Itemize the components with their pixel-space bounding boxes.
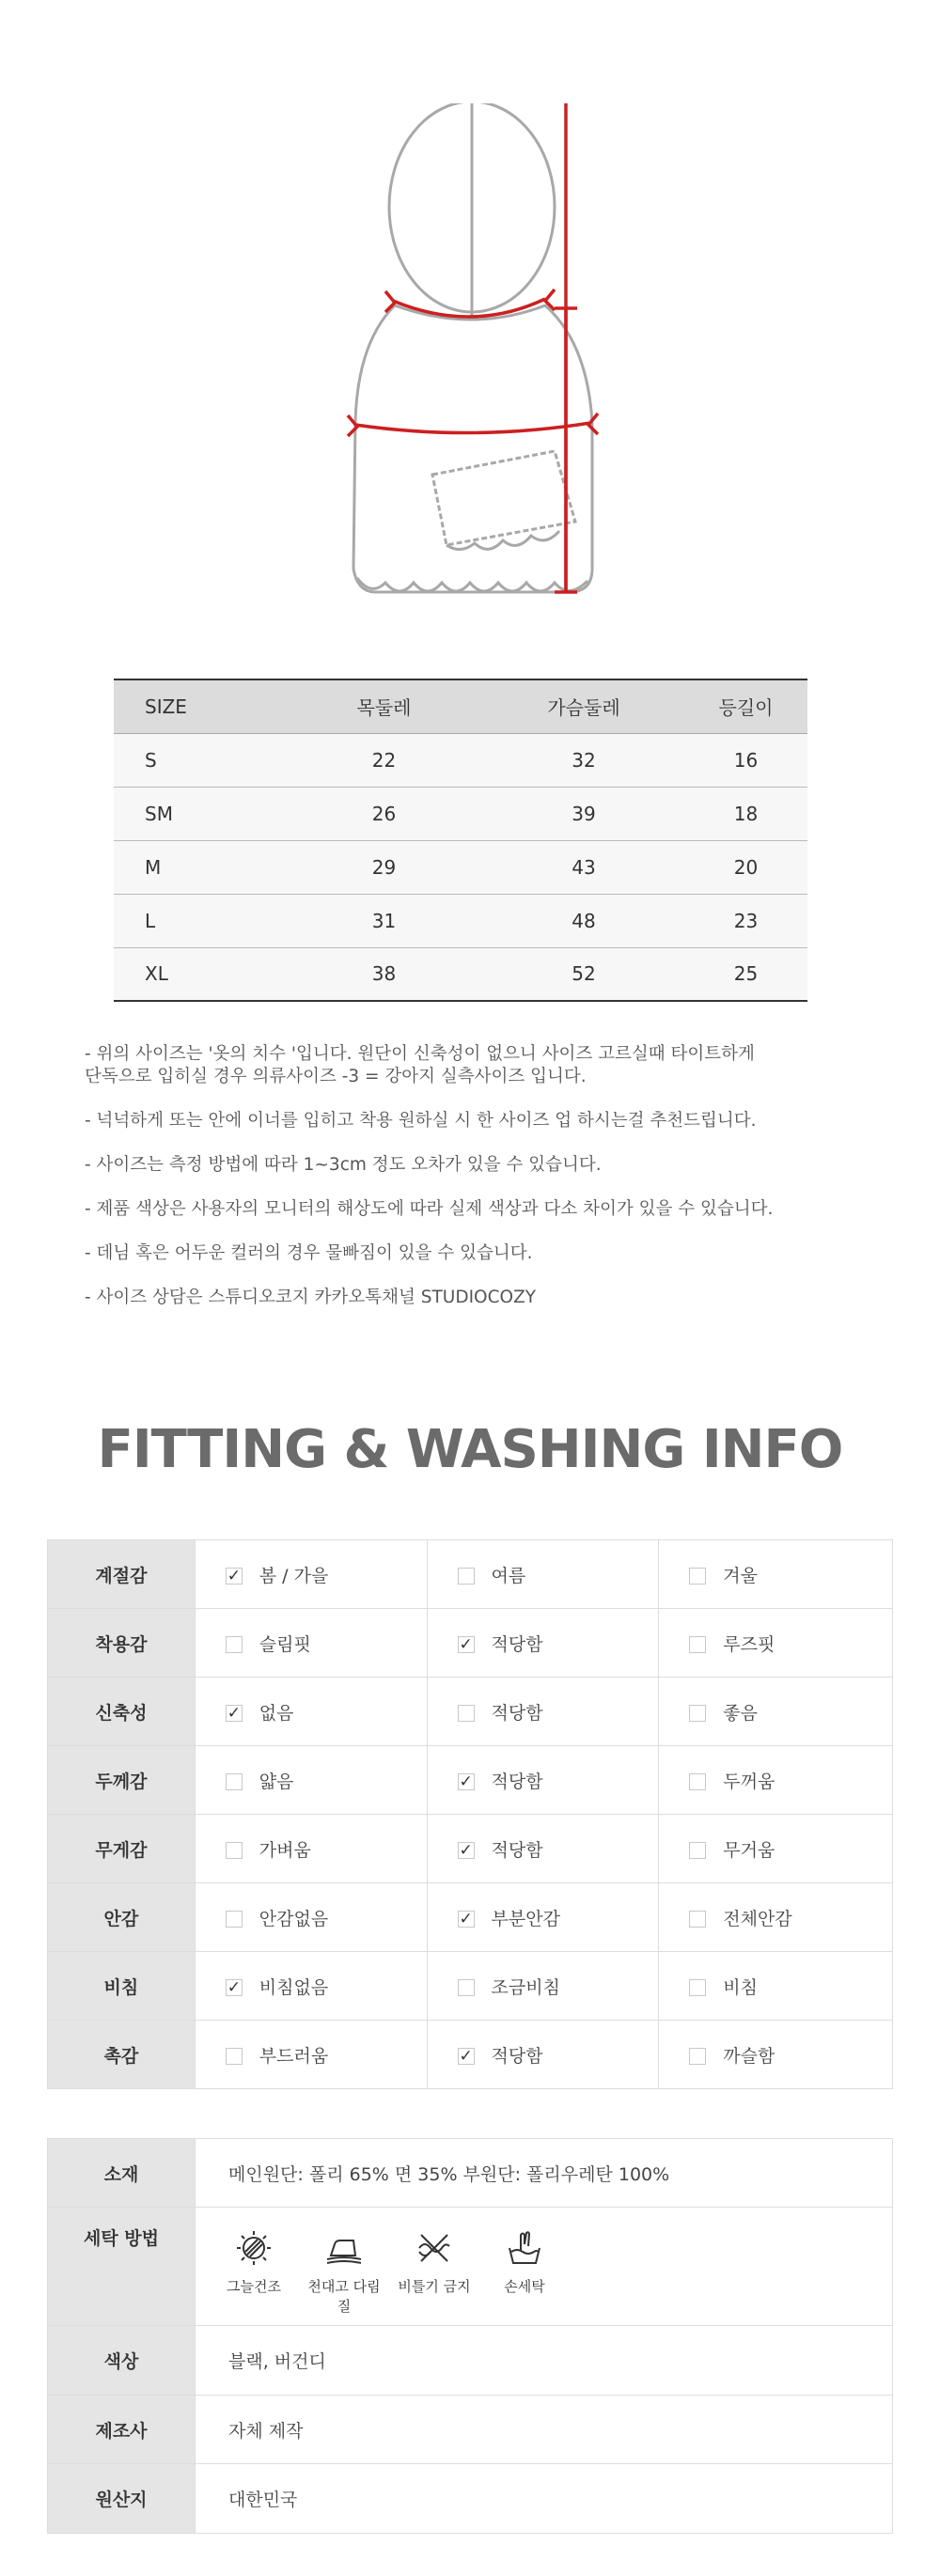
fitting-option bbox=[195, 1746, 427, 1815]
fitting-option-label: 슬림핏 bbox=[258, 1633, 311, 1655]
wash-row bbox=[48, 2208, 893, 2326]
checkbox-checked-icon bbox=[458, 1842, 475, 1859]
fitting-row bbox=[48, 1540, 893, 1609]
wash-item-label: 그늘건조 bbox=[227, 2277, 281, 2295]
fitting-option-label: 무거움 bbox=[723, 1839, 776, 1861]
fitting-row bbox=[48, 1815, 893, 1883]
size-notes bbox=[85, 1043, 893, 1331]
fitting-option bbox=[427, 1609, 659, 1678]
fitting-row bbox=[48, 1609, 893, 1678]
color-row bbox=[48, 2326, 893, 2396]
origin-value: 대한민국 bbox=[196, 2464, 893, 2534]
cell-neck: 31 bbox=[371, 909, 397, 932]
checkbox-empty-icon bbox=[458, 1568, 475, 1585]
wash-item-label: 비틀기 금지 bbox=[398, 2277, 471, 2295]
cell-size: M bbox=[145, 855, 162, 879]
note-item: - 사이즈는 측정 방법에 따라 1~3cm 정도 오차가 있을 수 있습니다. bbox=[85, 1155, 602, 1175]
fitting-option-label: 좋음 bbox=[723, 1702, 758, 1724]
fitting-option-label: 안감없음 bbox=[258, 1908, 329, 1929]
checkbox-empty-icon bbox=[689, 2048, 706, 2065]
fitting-option-label: 여름 bbox=[491, 1565, 526, 1586]
checkbox-checked-icon bbox=[226, 1979, 243, 1996]
fitting-option-label: 비침 bbox=[723, 1976, 758, 1998]
fitting-option bbox=[659, 1609, 893, 1678]
checkbox-empty-icon bbox=[226, 1636, 243, 1653]
fitting-option bbox=[659, 2021, 893, 2089]
cell-neck: 22 bbox=[371, 748, 397, 772]
fitting-option-label: 적당함 bbox=[491, 1771, 543, 1792]
shade-dry-icon bbox=[233, 2227, 274, 2269]
fitting-option-label: 부드러움 bbox=[258, 2045, 329, 2067]
checkbox-empty-icon bbox=[226, 2048, 243, 2065]
checkbox-checked-icon bbox=[226, 1705, 243, 1722]
cell-size: S bbox=[145, 748, 157, 772]
fitting-option-label: 가벼움 bbox=[258, 1839, 311, 1861]
color-label: 색상 bbox=[48, 2326, 196, 2396]
cell-neck: 26 bbox=[371, 802, 397, 825]
material-table bbox=[47, 2138, 893, 2534]
wash-item bbox=[395, 2227, 474, 2316]
fitting-row bbox=[48, 2021, 893, 2089]
section-title: FITTING & WASHING INFO bbox=[97, 1419, 843, 1480]
maker-row bbox=[48, 2396, 893, 2464]
wash-label: 세탁 방법 bbox=[48, 2208, 196, 2326]
checkbox-empty-icon bbox=[458, 1705, 475, 1722]
fitting-option bbox=[659, 1952, 893, 2021]
cell-chest: 39 bbox=[572, 802, 596, 825]
wash-item-label: 손세탁 bbox=[504, 2277, 545, 2295]
checkbox-empty-icon bbox=[458, 1979, 475, 1996]
cell-size: SM bbox=[145, 802, 173, 825]
checkbox-empty-icon bbox=[689, 1979, 706, 1996]
fitting-option bbox=[427, 2021, 659, 2089]
fitting-label: 두께감 bbox=[48, 1746, 196, 1815]
fitting-row bbox=[48, 1746, 893, 1815]
fitting-row bbox=[48, 1952, 893, 2021]
fitting-option bbox=[195, 1952, 427, 2021]
cell-back-length: 23 bbox=[733, 909, 759, 932]
wash-item-label: 천대고 다림질 bbox=[307, 2277, 381, 2315]
origin-label: 원산지 bbox=[48, 2464, 196, 2534]
material-value: 메인원단: 폴리 65% 면 35% 부원단: 폴리우레탄 100% bbox=[196, 2139, 893, 2208]
cell-neck: 38 bbox=[371, 962, 397, 986]
cell-back-length: 16 bbox=[733, 748, 759, 772]
note-item: - 데님 혹은 어두운 컬러의 경우 물빠짐이 있을 수 있습니다. bbox=[85, 1243, 533, 1263]
checkbox-empty-icon bbox=[689, 1911, 706, 1928]
fitting-option bbox=[659, 1678, 893, 1746]
size-table bbox=[114, 679, 807, 1002]
checkbox-empty-icon bbox=[689, 1842, 706, 1859]
garment-measurement-diagram bbox=[320, 103, 620, 611]
table-row bbox=[114, 787, 807, 840]
material-row bbox=[48, 2139, 893, 2208]
cell-back-length: 25 bbox=[733, 962, 759, 986]
fitting-option-label: 없음 bbox=[258, 1702, 294, 1724]
table-row bbox=[114, 947, 807, 1001]
cell-size: L bbox=[145, 909, 156, 932]
material-label: 소재 bbox=[48, 2139, 196, 2208]
cell-back-length: 18 bbox=[733, 802, 759, 825]
cell-chest: 43 bbox=[572, 855, 596, 879]
fitting-option-label: 적당함 bbox=[491, 1633, 543, 1655]
fitting-option-label: 적당함 bbox=[491, 2045, 543, 2067]
checkbox-checked-icon bbox=[226, 1568, 243, 1585]
fitting-row bbox=[48, 1678, 893, 1746]
fitting-label: 비침 bbox=[48, 1952, 196, 2021]
wash-item bbox=[214, 2227, 293, 2316]
fitting-option-label: 까슬함 bbox=[723, 2045, 776, 2067]
body-outline bbox=[353, 305, 592, 592]
checkbox-empty-icon bbox=[226, 1911, 243, 1928]
fitting-label: 착용감 bbox=[48, 1609, 196, 1678]
fitting-option-label: 루즈핏 bbox=[723, 1633, 776, 1655]
checkbox-checked-icon bbox=[458, 1773, 475, 1790]
table-row bbox=[114, 894, 807, 947]
checkbox-empty-icon bbox=[689, 1568, 706, 1585]
origin-row bbox=[48, 2464, 893, 2534]
fitting-option bbox=[195, 1883, 427, 1952]
fitting-option bbox=[659, 1746, 893, 1815]
header-size: SIZE bbox=[145, 695, 187, 718]
fitting-label: 촉감 bbox=[48, 2021, 196, 2089]
cell-back-length: 20 bbox=[733, 855, 759, 879]
fitting-option bbox=[195, 1609, 427, 1678]
checkbox-empty-icon bbox=[689, 1773, 706, 1790]
note-item: - 사이즈 상담은 스튜디오코지 카카오톡채널 STUDIOCOZY bbox=[85, 1288, 537, 1307]
fitting-option-label: 부분안감 bbox=[491, 1908, 560, 1929]
checkbox-empty-icon bbox=[689, 1705, 706, 1722]
fitting-option-label: 얇음 bbox=[258, 1771, 294, 1792]
fitting-option bbox=[659, 1540, 893, 1609]
hand-wash-icon bbox=[504, 2227, 545, 2269]
fitting-option-label: 비침없음 bbox=[258, 1976, 329, 1998]
size-table-header-row bbox=[114, 679, 807, 733]
note-item: - 넉넉하게 또는 안에 이너를 입히고 착용 원하실 시 한 사이즈 업 하시는걸 추천드립니다. bbox=[85, 1111, 757, 1131]
wash-icons bbox=[196, 2218, 892, 2316]
checkbox-empty-icon bbox=[226, 1773, 243, 1790]
wash-item bbox=[485, 2227, 564, 2316]
fitting-option-label: 조금비침 bbox=[491, 1976, 560, 1998]
fitting-label: 무게감 bbox=[48, 1815, 196, 1883]
checkbox-checked-icon bbox=[458, 2048, 475, 2065]
maker-value: 자체 제작 bbox=[196, 2396, 893, 2464]
checkbox-empty-icon bbox=[226, 1842, 243, 1859]
maker-label: 제조사 bbox=[48, 2396, 196, 2464]
fitting-option bbox=[427, 1815, 659, 1883]
fitting-option bbox=[659, 1815, 893, 1883]
note-item: - 위의 사이즈는 '옷의 치수 '입니다. 원단이 신축성이 없으니 사이즈 고르실때 타이트하게 단독으로 입히실 경우 의류사이즈 -3 = 강아지 실측사이즈 입니다. bbox=[85, 1044, 755, 1086]
checkbox-checked-icon bbox=[458, 1636, 475, 1653]
fitting-option bbox=[195, 1815, 427, 1883]
fitting-option-label: 두꺼움 bbox=[723, 1771, 776, 1792]
checkbox-empty-icon bbox=[689, 1636, 706, 1653]
table-row bbox=[114, 733, 807, 787]
cell-chest: 48 bbox=[572, 909, 596, 932]
cell-neck: 29 bbox=[371, 855, 397, 879]
fitting-option bbox=[195, 1678, 427, 1746]
fitting-option-label: 적당함 bbox=[491, 1839, 543, 1861]
fitting-option bbox=[195, 2021, 427, 2089]
iron-cloth-icon bbox=[323, 2227, 365, 2269]
fitting-option bbox=[659, 1883, 893, 1952]
fitting-label: 신축성 bbox=[48, 1678, 196, 1746]
header-back-length: 등길이 bbox=[718, 696, 774, 720]
fitting-row bbox=[48, 1883, 893, 1952]
fitting-option-label: 겨울 bbox=[723, 1565, 758, 1586]
header-neck: 목둘레 bbox=[356, 696, 412, 720]
checkbox-checked-icon bbox=[458, 1911, 475, 1928]
cell-size: XL bbox=[145, 962, 168, 986]
fitting-label: 계절감 bbox=[48, 1540, 196, 1609]
fitting-option-label: 적당함 bbox=[491, 1702, 543, 1724]
fitting-option bbox=[427, 1952, 659, 2021]
color-value: 블랙, 버건디 bbox=[196, 2326, 893, 2396]
fitting-table bbox=[47, 1539, 893, 2089]
cell-chest: 32 bbox=[572, 748, 596, 772]
fitting-label: 안감 bbox=[48, 1883, 196, 1952]
note-item: - 제품 색상은 사용자의 모니터의 해상도에 따라 실제 색상과 다소 차이가 있을 수 있습니다. bbox=[85, 1199, 774, 1219]
fitting-option bbox=[427, 1746, 659, 1815]
fitting-option bbox=[195, 1540, 427, 1609]
cell-chest: 52 bbox=[572, 962, 596, 986]
fitting-option-label: 전체안감 bbox=[723, 1908, 792, 1929]
fitting-option bbox=[427, 1883, 659, 1952]
fitting-option bbox=[427, 1540, 659, 1609]
header-chest: 가슴둘레 bbox=[547, 696, 620, 720]
no-wring-icon bbox=[414, 2227, 455, 2269]
table-row bbox=[114, 840, 807, 894]
fitting-option bbox=[427, 1678, 659, 1746]
wash-item bbox=[305, 2227, 384, 2316]
fitting-option-label: 봄 / 가을 bbox=[258, 1565, 329, 1586]
